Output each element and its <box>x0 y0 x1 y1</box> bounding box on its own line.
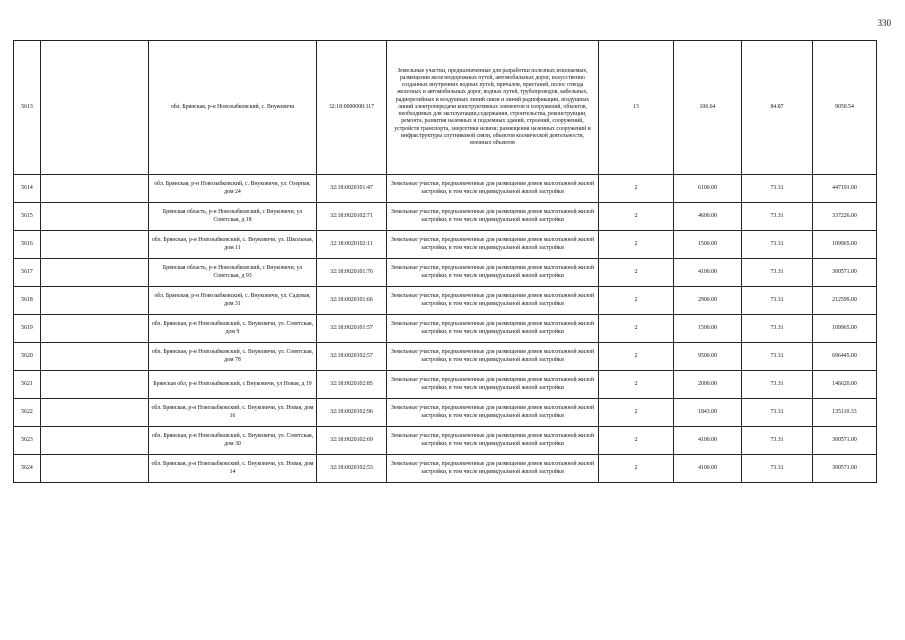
area-cell: 106.64 <box>674 41 742 175</box>
row-number: 5613 <box>14 41 41 175</box>
row-number: 5622 <box>14 399 41 427</box>
land-use-cell: Земельные участки, предназначенные для размещения домов малоэтажной жилой застройки, в том числе индивидуальной жилой застройки <box>387 315 599 343</box>
table-row <box>14 41 877 175</box>
cadastral-value-cell: 447191.00 <box>813 175 877 203</box>
address-cell: обл. Брянская, р-н Новозыбковский, с. Внуковичи, ул. Советская, дом 78 <box>149 343 317 371</box>
address-cell: обл. Брянская, р-н Новозыбковский, с. Внуковичи <box>149 41 317 175</box>
table-row <box>14 175 877 203</box>
cadastral-value-cell: 109965.00 <box>813 231 877 259</box>
land-use-cell: Земельные участки, предназначенные для размещения домов малоэтажной жилой застройки, в том числе индивидуальной жилой застройки <box>387 259 599 287</box>
rate-cell: 73.31 <box>742 203 813 231</box>
table-body <box>14 41 877 483</box>
land-use-cell: Земельные участки, предназначенные для размещения домов малоэтажной жилой застройки, в том числе индивидуальной жилой застройки <box>387 399 599 427</box>
group-cell: 2 <box>599 455 674 483</box>
row-number: 5618 <box>14 287 41 315</box>
cadastral-value-cell: 212599.00 <box>813 287 877 315</box>
page-number: 330 <box>877 18 891 28</box>
area-cell: 2000.00 <box>674 371 742 399</box>
table-row <box>14 259 877 287</box>
area-cell: 9500.00 <box>674 343 742 371</box>
cadastral-value-cell: 300571.00 <box>813 455 877 483</box>
table-row <box>14 343 877 371</box>
blank-cell <box>41 427 149 455</box>
group-cell: 2 <box>599 231 674 259</box>
cadastral-value-cell: 337226.00 <box>813 203 877 231</box>
rate-cell: 73.31 <box>742 287 813 315</box>
land-use-cell: Земельные участки, предназначенные для размещения домов малоэтажной жилой застройки, в том числе индивидуальной жилой застройки <box>387 287 599 315</box>
table-row <box>14 371 877 399</box>
cadastral-number-cell: 32:18:0020102:71 <box>317 203 387 231</box>
cadastral-number-cell: 32:18:0020101:47 <box>317 175 387 203</box>
group-cell: 2 <box>599 427 674 455</box>
cadastral-value-cell: 9050.54 <box>813 41 877 175</box>
table-row <box>14 455 877 483</box>
table-row <box>14 231 877 259</box>
address-cell: обл. Брянская, р-н Новозыбковский, с. Внуковичи, ул. Школьная, дом 11 <box>149 231 317 259</box>
table-row <box>14 399 877 427</box>
rate-cell: 73.31 <box>742 371 813 399</box>
address-cell: Брянская обл, р-н Новозыбковский, с Внуковичи, ул Новая, д 19 <box>149 371 317 399</box>
group-cell: 2 <box>599 203 674 231</box>
address-cell: обл. Брянская, р-н Новозыбковский, с. Внуковичи, ул. Советская, дом 9 <box>149 315 317 343</box>
cadastral-number-cell: 32:18:0020102:53 <box>317 455 387 483</box>
area-cell: 1843.00 <box>674 399 742 427</box>
blank-cell <box>41 455 149 483</box>
table-row <box>14 315 877 343</box>
cadastral-number-cell: 32:18:0020102:85 <box>317 371 387 399</box>
blank-cell <box>41 41 149 175</box>
group-cell: 2 <box>599 399 674 427</box>
rate-cell: 73.31 <box>742 427 813 455</box>
table-row <box>14 203 877 231</box>
table-row <box>14 287 877 315</box>
area-cell: 1500.00 <box>674 315 742 343</box>
area-cell: 6100.00 <box>674 175 742 203</box>
area-cell: 4600.00 <box>674 203 742 231</box>
row-number: 5619 <box>14 315 41 343</box>
group-cell: 13 <box>599 41 674 175</box>
blank-cell <box>41 399 149 427</box>
group-cell: 2 <box>599 259 674 287</box>
cadastral-number-cell: 32:18:0020101:66 <box>317 287 387 315</box>
cadastral-value-cell: 109965.00 <box>813 315 877 343</box>
cadastral-value-cell: 300571.00 <box>813 427 877 455</box>
blank-cell <box>41 371 149 399</box>
cadastral-value-cell: 146620.00 <box>813 371 877 399</box>
address-cell: Брянская область, р-н Новозыбковский, с Внуковичи, ул Советская, д 93 <box>149 259 317 287</box>
rate-cell: 73.31 <box>742 231 813 259</box>
group-cell: 2 <box>599 343 674 371</box>
row-number: 5616 <box>14 231 41 259</box>
area-cell: 4100.00 <box>674 259 742 287</box>
blank-cell <box>41 203 149 231</box>
area-cell: 4100.00 <box>674 455 742 483</box>
cadastral-value-cell: 135110.33 <box>813 399 877 427</box>
land-use-cell: Земельные участки, предназначенные для размещения домов малоэтажной жилой застройки, в том числе индивидуальной жилой застройки <box>387 427 599 455</box>
address-cell: Брянская область, р-н Новозыбковский, с Внуковичи, ул Советская, д 18 <box>149 203 317 231</box>
area-cell: 1500.00 <box>674 231 742 259</box>
cadastral-number-cell: 32:18:0020102:57 <box>317 343 387 371</box>
cadastral-number-cell: 32:18:0000000:117 <box>317 41 387 175</box>
row-number: 5621 <box>14 371 41 399</box>
row-number: 5620 <box>14 343 41 371</box>
rate-cell: 73.31 <box>742 399 813 427</box>
rate-cell: 73.31 <box>742 343 813 371</box>
row-number: 5623 <box>14 427 41 455</box>
address-cell: обл. Брянская, р-н Новозыбковский, с. Внуковичи, ул. Новая, дом 14 <box>149 455 317 483</box>
land-use-cell: Земельные участки, предназначенные для размещения домов малоэтажной жилой застройки, в том числе индивидуальной жилой застройки <box>387 175 599 203</box>
rate-cell: 73.31 <box>742 455 813 483</box>
rate-cell: 73.31 <box>742 175 813 203</box>
blank-cell <box>41 287 149 315</box>
cadastral-value-cell: 696445.00 <box>813 343 877 371</box>
land-use-cell: Земельные участки, предназначенные для размещения домов малоэтажной жилой застройки, в том числе индивидуальной жилой застройки <box>387 231 599 259</box>
land-use-cell: Земельные участки, предназначенные для размещения домов малоэтажной жилой застройки, в том числе индивидуальной жилой застройки <box>387 203 599 231</box>
land-use-cell: Земельные участки, предназначенные для размещения домов малоэтажной жилой застройки, в том числе индивидуальной жилой застройки <box>387 371 599 399</box>
blank-cell <box>41 343 149 371</box>
land-use-cell: Земельные участки, предназначенные для размещения домов малоэтажной жилой застройки, в том числе индивидуальной жилой застройки <box>387 343 599 371</box>
blank-cell <box>41 259 149 287</box>
address-cell: обл. Брянская, р-н Новозыбковский, с. Внуковичи, ул. Озерная, дом 24 <box>149 175 317 203</box>
cadastral-number-cell: 32:18:0020102:69 <box>317 427 387 455</box>
area-cell: 4100.00 <box>674 427 742 455</box>
blank-cell <box>41 315 149 343</box>
cadastral-number-cell: 32:18:0020101:76 <box>317 259 387 287</box>
cadastral-value-cell: 300571.00 <box>813 259 877 287</box>
cadastral-value-table <box>13 40 877 483</box>
cadastral-number-cell: 32:18:0020102:11 <box>317 231 387 259</box>
row-number: 5624 <box>14 455 41 483</box>
land-use-cell: Земельные участки, предназначенные для размещения домов малоэтажной жилой застройки, в том числе индивидуальной жилой застройки <box>387 455 599 483</box>
rate-cell: 73.31 <box>742 315 813 343</box>
cadastral-number-cell: 32:18:0020102:96 <box>317 399 387 427</box>
rate-cell: 84.87 <box>742 41 813 175</box>
cadastral-number-cell: 32:18:0020101:57 <box>317 315 387 343</box>
row-number: 5615 <box>14 203 41 231</box>
row-number: 5614 <box>14 175 41 203</box>
group-cell: 2 <box>599 287 674 315</box>
rate-cell: 73.31 <box>742 259 813 287</box>
address-cell: обл. Брянская, р-н Новозыбковский, с. Внуковичи, ул. Новая, дом 16 <box>149 399 317 427</box>
address-cell: обл. Брянская, р-н Новозыбковский, с. Внуковичи, ул. Советская, дом 30 <box>149 427 317 455</box>
blank-cell <box>41 231 149 259</box>
group-cell: 2 <box>599 371 674 399</box>
table-row <box>14 427 877 455</box>
row-number: 5617 <box>14 259 41 287</box>
area-cell: 2900.00 <box>674 287 742 315</box>
blank-cell <box>41 175 149 203</box>
group-cell: 2 <box>599 175 674 203</box>
land-use-cell: Земельные участки, предназначенные для разработки полезных ископаемых, размещения железнодорожных путей, автомобильных дорог, искусственно созданных внутренних водных путей, причалов, пристаней, полос отвода железных и автомобильных дорог, водных путей, трубопроводов, кабельных, радиорелейных и воздушных линий связи и линий радиофикации, воздушных линий электропередачи конструктивных элементов и сооружений, объектов, необходимых для эксплуатации,содержания, строительства, реконструкции, ремонта, развития наземных и подземных зданий, строений, сооружений, устройств транспорта, энергетики исвязи; размещения наземных сооружений и инфраструктуры спутниковой связи, объектов космической деятельности, военных объектов <box>387 41 599 175</box>
group-cell: 2 <box>599 315 674 343</box>
address-cell: обл. Брянская, р-н Новозыбковский, с. Внуковичи, ул. Садовая, дом 31 <box>149 287 317 315</box>
